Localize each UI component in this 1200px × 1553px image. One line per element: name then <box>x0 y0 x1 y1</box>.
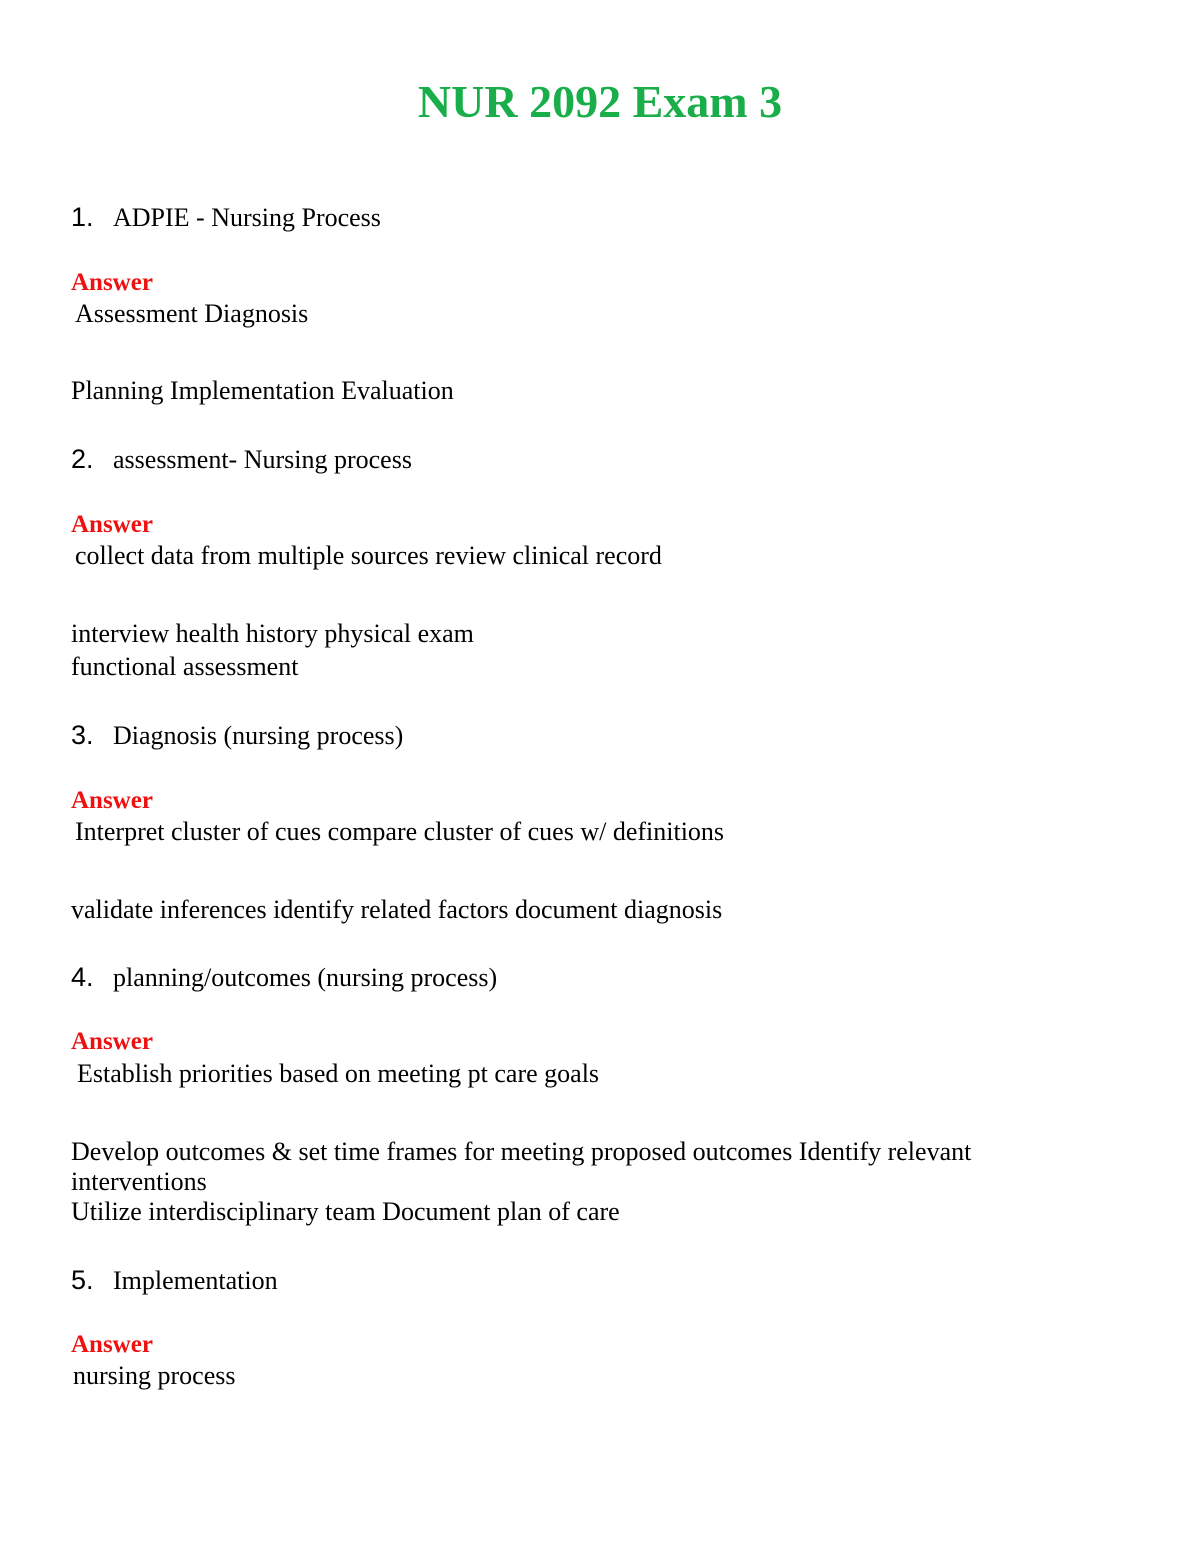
question-text: planning/outcomes (nursing process) <box>113 963 498 992</box>
question-text: Implementation <box>113 1266 278 1295</box>
question-number: 1. <box>71 202 94 232</box>
question-text: ADPIE - Nursing Process <box>113 203 381 232</box>
question-1 <box>71 202 381 233</box>
answer-line: interventions <box>71 1167 207 1196</box>
answer-label: Answer <box>71 511 153 538</box>
answer-label: Answer <box>71 269 153 296</box>
answer-line: nursing process <box>73 1361 236 1390</box>
answer-line: Develop outcomes & set time frames for meeting proposed outcomes Identify relevant <box>71 1137 972 1166</box>
answer-line: Establish priorities based on meeting pt care goals <box>77 1059 600 1088</box>
answer-label: Answer <box>71 1331 153 1358</box>
answer-line: Assessment Diagnosis <box>75 299 309 328</box>
page-title: NUR 2092 Exam 3 <box>417 76 783 127</box>
answer-label: Answer <box>71 1028 153 1055</box>
question-4 <box>71 962 497 993</box>
answer-line: Interpret cluster of cues compare cluster of cues w/ definitions <box>75 817 725 846</box>
answer-line: interview health history physical exam <box>71 619 474 648</box>
answer-line: validate inferences identify related factors document diagnosis <box>71 895 723 924</box>
question-3 <box>71 720 403 751</box>
question-number: 3. <box>71 720 94 750</box>
question-2 <box>71 444 412 475</box>
question-number: 2. <box>71 444 94 474</box>
question-number: 5. <box>71 1265 94 1295</box>
question-text: Diagnosis (nursing process) <box>113 721 404 750</box>
answer-line: collect data from multiple sources review clinical record <box>75 541 662 570</box>
question-5 <box>71 1265 278 1296</box>
question-text: assessment- Nursing process <box>113 445 412 474</box>
answer-line: Planning Implementation Evaluation <box>71 376 454 405</box>
answer-line: Utilize interdisciplinary team Document plan of care <box>71 1197 620 1226</box>
answer-line: functional assessment <box>71 652 299 681</box>
answer-label: Answer <box>71 787 153 814</box>
question-number: 4. <box>71 962 94 992</box>
